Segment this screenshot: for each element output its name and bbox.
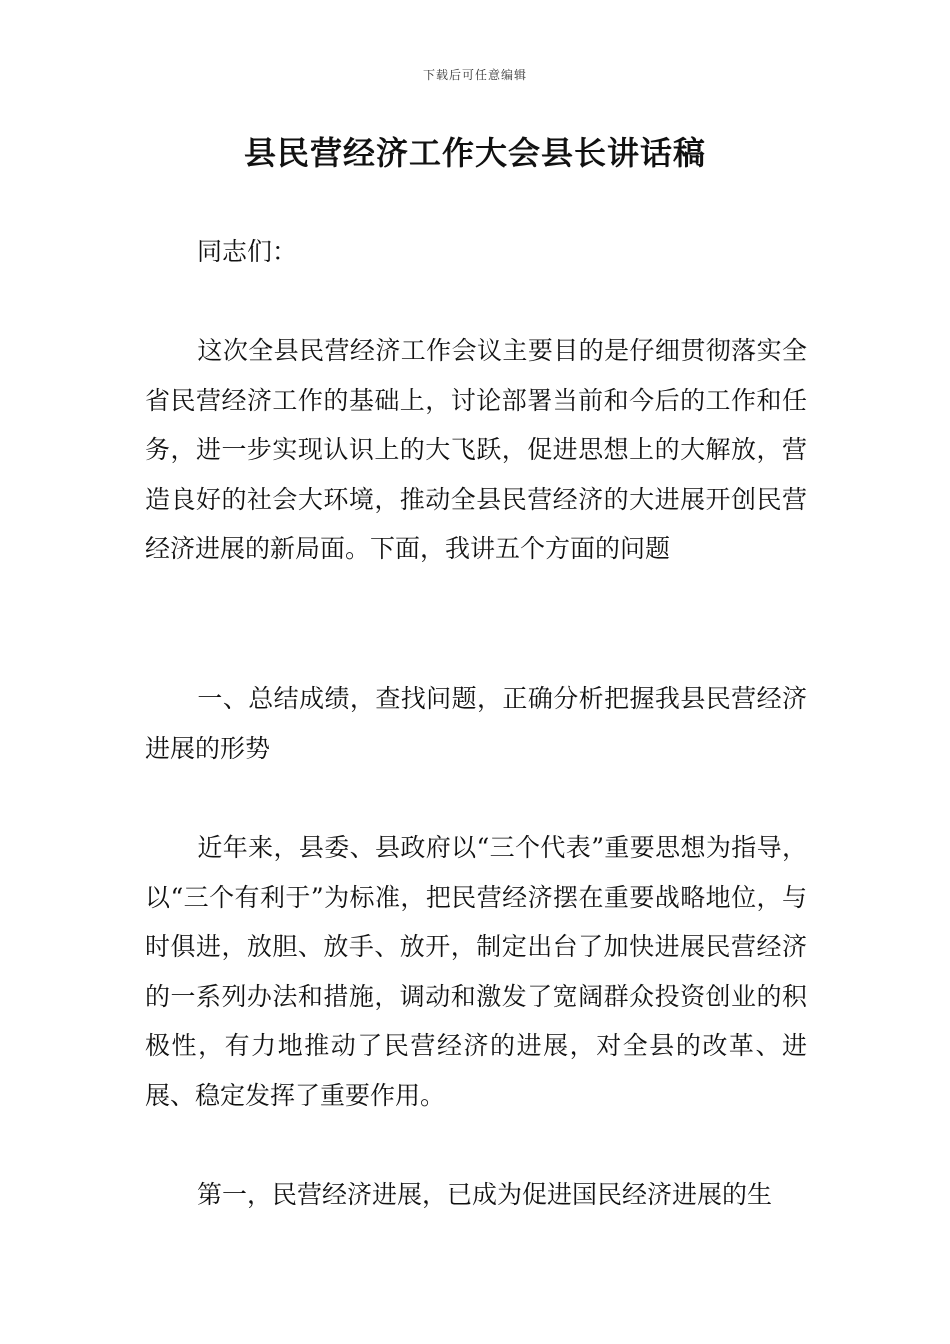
greeting-paragraph (145, 227, 807, 277)
document-title: 县民营经济工作大会县长讲话稿 (243, 134, 706, 172)
intro-text: 这次全县民营经济工作会议主要目的是仔细贯彻落实全省民营经济工作的基础上，讨论部署当前和今后的工作和任务，进一步实现认识上的大飞跃，促进思想上的大解放，营造良好的社会大环境，推动全县民营经济的大进展开创民营经济进展的新局面。下面，我讲五个方面的问题 (145, 336, 807, 563)
section-heading-1 (145, 674, 807, 773)
greeting-text: 同志们： (197, 237, 298, 266)
section-heading-1-text: 一、总结成绩，查找问题，正确分析把握我县民营经济进展的形势 (145, 684, 807, 763)
intro-paragraph (145, 326, 807, 574)
header-note: 下载后可任意编辑 (422, 68, 527, 82)
recent-years-paragraph (145, 823, 807, 1120)
first-point-paragraph (145, 1170, 807, 1220)
recent-years-text: 近年来，县委、县政府以“三个代表”重要思想为指导，以“三个有利于”为标准，把民营经济摆在重要战略地位，与时俱进，放胆、放手、放开，制定出台了加快进展民营经济的一系列办法和措施，调动和激发了宽阔群众投资创业的积极性，有力地推动了民营经济的进展，对全县的改革、进展、稳定发挥了重要作用。 (145, 833, 807, 1110)
first-point-text: 第一，民营经济进展，已成为促进国民经济进展的生 (197, 1180, 773, 1209)
